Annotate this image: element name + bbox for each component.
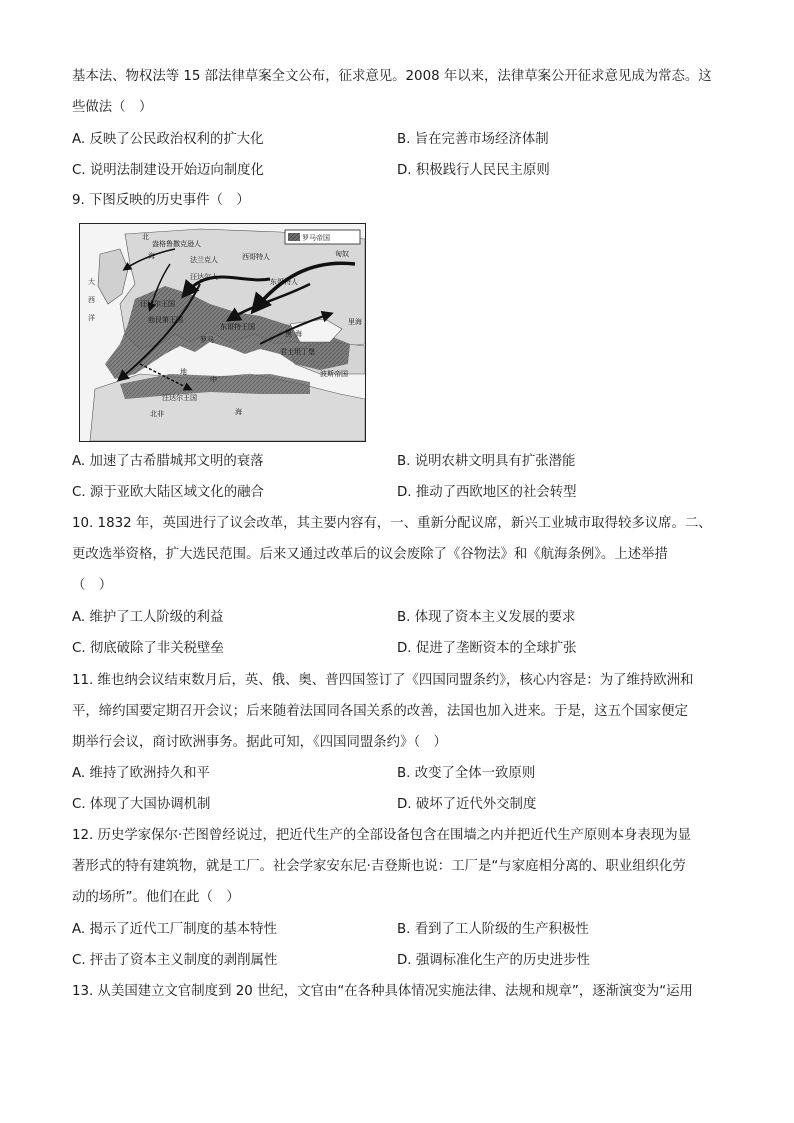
map-label: 北: [142, 233, 149, 241]
map-label: 波斯帝国: [320, 370, 348, 378]
q8-option-c[interactable]: C. 说明法制建设开始迈向制度化: [72, 163, 264, 178]
map-label: 地: [180, 368, 187, 376]
map-label: 大: [88, 278, 95, 286]
q8-option-b[interactable]: B. 旨在完善市场经济体制: [397, 132, 549, 147]
map-label: 罗马: [200, 336, 214, 344]
q9-option-c[interactable]: C. 源于亚欧大陆区域文化的融合: [72, 485, 264, 500]
q12-option-b[interactable]: B. 看到了工人阶级的生产积极性: [397, 922, 589, 937]
q12-option-c[interactable]: C. 抨击了资本主义制度的剥削属性: [72, 953, 278, 968]
q10-option-a[interactable]: A. 维护了工人阶级的利益: [72, 610, 224, 625]
map-label: 海: [295, 330, 302, 338]
map-label: 北非: [150, 410, 164, 418]
q12-line-3: 动的场所”。他们在此（ ）: [72, 890, 240, 905]
q10-line-3: （ ）: [72, 578, 113, 593]
map-label: 里海: [348, 318, 362, 326]
q11-option-c[interactable]: C. 体现了大国协调机制: [72, 797, 211, 812]
q10-line-1: 10. 1832 年，英国进行了议会改革，其主要内容有，一、重新分配议席，新兴工业城市取得较多议席。二、: [72, 516, 712, 531]
q11-line-3: 期举行会议，商讨欧洲事务。据此可知，《四国同盟条约》（ ）: [72, 735, 447, 750]
intro-line-1: 基本法、物权法等 15 部法律草案全文公布，征求意见。2008 年以来，法律草案公开征求意见成为常态。这: [72, 69, 712, 84]
map-label: 西: [88, 296, 95, 304]
map-label: 匈奴: [335, 250, 349, 258]
map-label: 洋: [88, 314, 95, 322]
q10-option-c[interactable]: C. 彻底破除了非关税壁垒: [72, 641, 224, 656]
q11-line-1: 11. 维也纳会议结束数月后，英、俄、奥、普四国签订了《四国同盟条约》，核心内容是：为了维持欧洲和: [72, 673, 694, 688]
map-label: 中: [210, 376, 217, 384]
q8-option-a[interactable]: A. 反映了公民政治权利的扩大化: [72, 132, 264, 147]
q11-option-b[interactable]: B. 改变了全体一致原则: [397, 766, 536, 781]
q10-option-b[interactable]: B. 体现了资本主义发展的要求: [397, 610, 576, 625]
q9-stem: 9. 下图反映的历史事件（ ）: [72, 193, 250, 208]
intro-line-2: 些做法（ ）: [72, 100, 153, 115]
q12-option-d[interactable]: D. 强调标准化生产的历史进步性: [397, 953, 590, 968]
q12-line-1: 12. 历史学家保尔·芒图曾经说过，把近代生产的全部设备包含在围墙之内并把近代生产原则本身表现为显: [72, 828, 691, 843]
map-label: 盎格鲁撒克逊人: [152, 240, 201, 248]
q9-option-a[interactable]: A. 加速了古希腊城邦文明的衰落: [72, 454, 264, 469]
q13-line-1: 13. 从美国建立文官制度到 20 世纪，文官由“在各种具体情况实施法律、法规和规章”，逐渐演变为“运用: [72, 984, 693, 999]
map-label: 西哥特人: [242, 253, 270, 261]
map-legend-label: 罗马帝国: [302, 234, 330, 242]
q10-option-d[interactable]: D. 促进了垄断资本的全球扩张: [397, 641, 577, 656]
q11-option-d[interactable]: D. 破坏了近代外交制度: [397, 797, 537, 812]
q9-option-b[interactable]: B. 说明农耕文明具有扩张潜能: [397, 454, 576, 469]
map-label: 东哥特人: [270, 278, 298, 286]
map-label: 海: [148, 252, 155, 260]
map-label: 法兰克人: [190, 256, 218, 264]
map-legend-swatch: [288, 233, 300, 241]
map-label: 君士坦丁堡: [280, 348, 315, 356]
map-label: 汪达尔王国: [140, 300, 175, 308]
map-label: 汪达尔王国: [162, 394, 197, 402]
q11-option-a[interactable]: A. 维持了欧洲持久和平: [72, 766, 210, 781]
q12-line-2: 著形式的特有建筑物，就是工厂。社会学家安东尼·吉登斯也说：工厂是“与家庭相分离的、职业组织化劳: [72, 859, 686, 874]
map-label: 勃艮第王国: [148, 316, 183, 324]
q8-option-d[interactable]: D. 积极践行人民民主原则: [397, 163, 550, 178]
q11-line-2: 平，缔约国要定期召开会议；后来随着法国同各国关系的改善，法国也加入进来。于是，这五个国家便定: [72, 704, 688, 719]
barbarian-migration-map: [79, 223, 366, 442]
map-label: 汪达尔人: [190, 273, 218, 281]
q10-line-2: 更改选举资格，扩大选民范围。后来又通过改革后的议会废除了《谷物法》和《航海条例》。上述举措: [72, 547, 668, 562]
q12-option-a[interactable]: A. 揭示了近代工厂制度的基本特性: [72, 922, 277, 937]
map-label: 黑: [285, 330, 292, 338]
q9-option-d[interactable]: D. 推动了西欧地区的社会转型: [397, 485, 577, 500]
map-label: 东哥特王国: [220, 323, 255, 331]
map-label: 海: [235, 408, 242, 416]
